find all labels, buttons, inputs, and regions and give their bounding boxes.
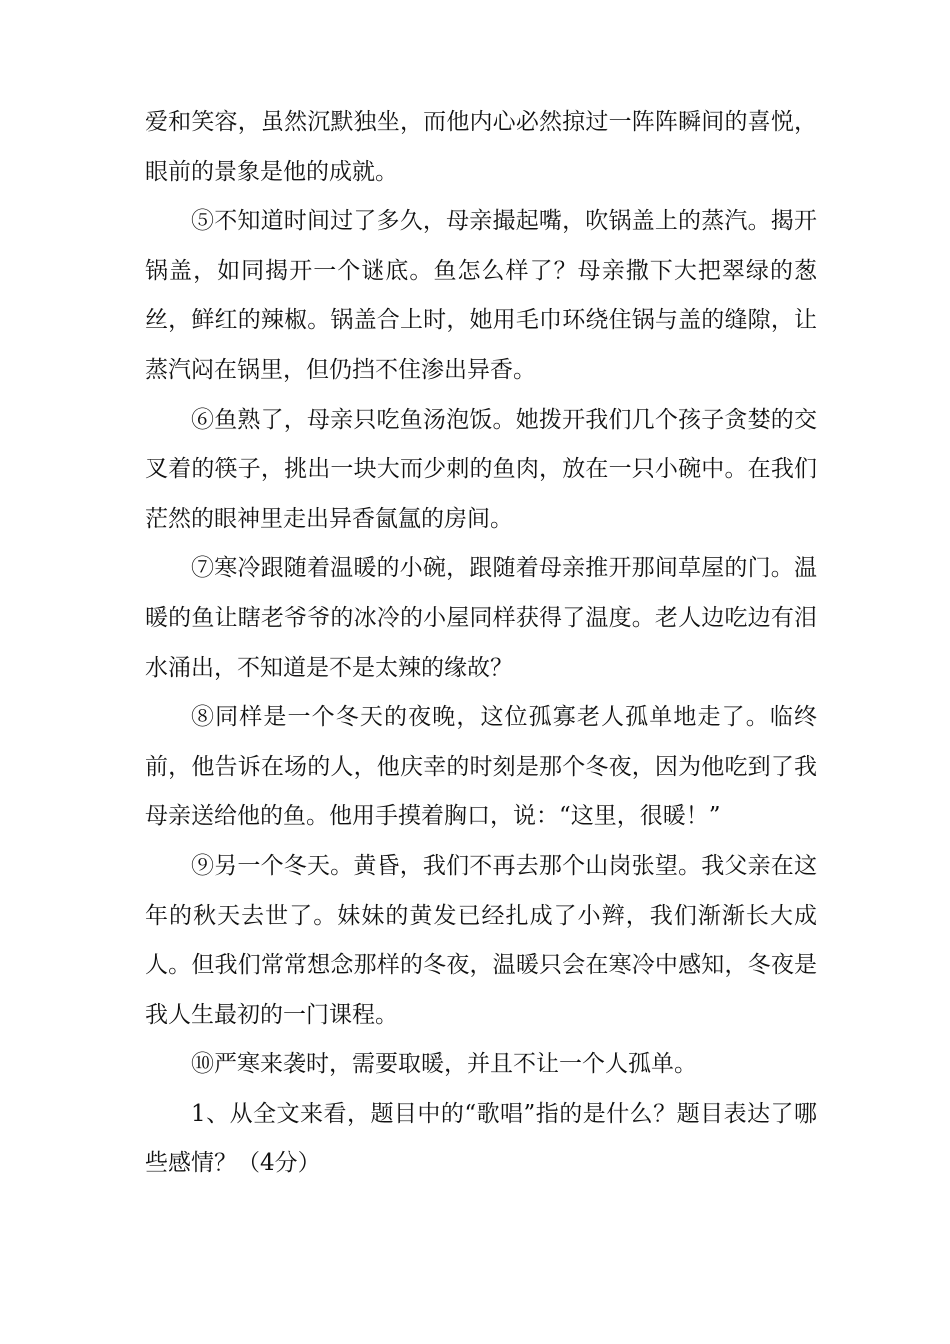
question-1: 1、从全文来看，题目中的“歌唱”指的是什么？题目表达了哪些感情？（4分） [145,1100,817,1177]
paragraph-9: ⑨另一个冬天。黄昏，我们不再去那个山岗张望。我父亲在这年的秋天去世了。妹妹的黄发已经扎成了小辫，我们渐渐长大成人。但我们常常想念那样的冬夜，温暖只会在寒冷中感知，冬夜是我人生最初的一门课程。 [145,852,817,1028]
paragraph-7: ⑦寒冷跟随着温暖的小碗，跟随着母亲推开那间草屋的门。温暖的鱼让瞎老爷爷的冰冷的小屋同样获得了温度。老人边吃边有泪水涌出，不知道是不是太辣的缘故？ [145,555,817,681]
paragraph-10: ⑩严寒来袭时，需要取暖，并且不让一个人孤单。 [191,1051,697,1078]
paragraph-5: ⑤不知道时间过了多久，母亲撮起嘴，吹锅盖上的蒸汽。揭开锅盖，如同揭开一个谜底。鱼怎么样了？母亲撒下大把翠绿的葱丝，鲜红的辣椒。锅盖合上时，她用毛巾环绕住锅与盖的缝隙，让蒸汽闷在锅里，但仍挡不住渗出异香。 [145,208,817,383]
article-body [145,98,817,1189]
paragraph-6: ⑥鱼熟了，母亲只吃鱼汤泡饭。她拨开我们几个孩子贪婪的交叉着的筷子，挑出一块大而少刺的鱼肉，放在一只小碗中。在我们茫然的眼神里走出异香氤氲的房间。 [145,406,817,532]
paragraph-8: ⑧同样是一个冬天的夜晚，这位孤寡老人孤单地走了。临终前，他告诉在场的人，他庆幸的时刻是那个冬夜，因为他吃到了我母亲送给他的鱼。他用手摸着胸口，说：“这里，很暖！” [145,704,817,830]
paragraph-4-continued: 爱和笑容，虽然沉默独坐，而他内心必然掠过一阵阵瞬间的喜悦，眼前的景象是他的成就。 [145,109,817,185]
